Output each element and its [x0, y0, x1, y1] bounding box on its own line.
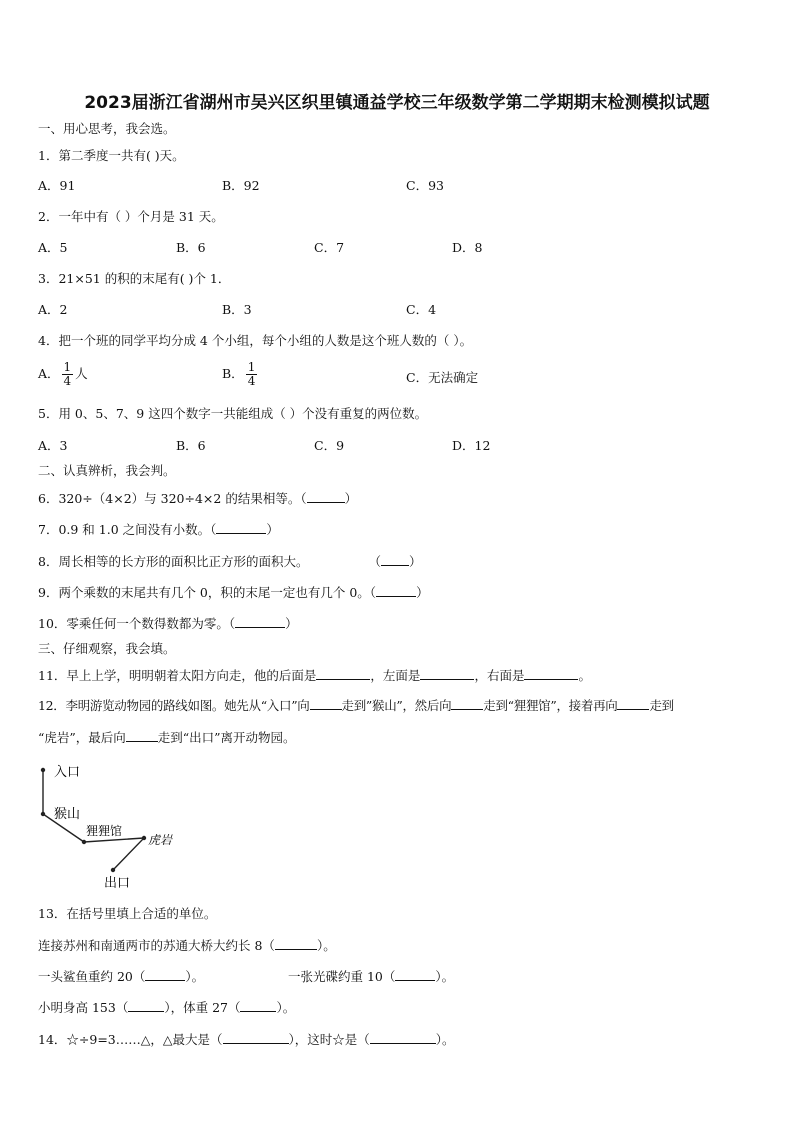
answer-blank[interactable]	[310, 697, 342, 710]
answer-blank[interactable]	[395, 968, 435, 981]
question-12: 12．李明游览动物园的路线如图。她先从“入口”向 走到”猴山”，然后向 走到“狸狸馆”，接着再向 走到	[38, 698, 674, 713]
question-11: 11．早上上学，明明朝着太阳方向走，他的后面是 ，左面是 ，右面是 。	[38, 668, 591, 683]
answer-blank[interactable]	[420, 667, 474, 680]
question-7: 7．0.9 和 1.0 之间没有小数。（ ）	[38, 522, 279, 537]
q1-option-b[interactable]: B．92	[222, 178, 260, 193]
page-title: 2023届浙江省湖州市吴兴区织里镇通益学校三年级数学第二学期期末检测模拟试题	[84, 93, 710, 113]
q4-option-a[interactable]	[38, 360, 88, 388]
answer-blank[interactable]	[128, 999, 164, 1012]
section-heading-judge: 二、认真辨析，我会判。	[38, 463, 176, 478]
question-10: 10．零乘任何一个数得数都为零。（ ）	[38, 616, 298, 631]
raccoon-hall-point	[82, 840, 86, 844]
section-heading-fill: 三、仔细观察，我会填。	[38, 641, 176, 656]
section-heading-choice: 一、用心思考，我会选。	[38, 121, 176, 136]
q4-option-b[interactable]	[222, 360, 259, 388]
question-13-item-4: 小明身高 153（ ），体重 27（ ）。	[38, 1000, 296, 1015]
fraction-one-quarter: $\frac{1}{4}$	[247, 360, 256, 388]
entrance-point	[41, 768, 45, 772]
q1-option-c[interactable]: C．93	[406, 178, 444, 193]
map-label-exit: 出口	[104, 876, 131, 891]
q2-option-b[interactable]: B．6	[176, 240, 206, 255]
answer-blank[interactable]	[316, 667, 370, 680]
q5-option-a[interactable]: A．3	[38, 438, 68, 453]
q3-option-b[interactable]: B．3	[222, 302, 252, 317]
answer-blank[interactable]	[370, 1031, 436, 1044]
answer-blank[interactable]	[381, 553, 409, 566]
q4-option-b-label: B．	[222, 366, 244, 381]
q3-option-a[interactable]: A．2	[38, 302, 68, 317]
exit-point	[111, 868, 115, 872]
question-8: 8．周长相等的长方形的面积比正方形的面积大。 （ ）	[38, 554, 422, 569]
question-13-item-3: 一张光碟约重 10（ ）。	[288, 969, 455, 984]
question-14: 14．☆÷9=3……△，△最大是（ ），这时☆是（ ）。	[38, 1032, 455, 1047]
answer-blank[interactable]	[223, 1031, 289, 1044]
q5-option-c[interactable]: C．9	[314, 438, 345, 453]
answer-blank[interactable]	[216, 521, 266, 534]
question-1: 1．第二季度一共有( )天。	[38, 148, 185, 163]
question-13-item-2: 一头鲨鱼重约 20（ ）。	[38, 969, 205, 984]
map-label-entrance: 入口	[54, 765, 81, 780]
map-label-tiger-rock: 虎岩	[148, 833, 173, 847]
q1-option-a[interactable]: A．91	[38, 178, 76, 193]
answer-blank[interactable]	[524, 667, 578, 680]
question-6: 6．320÷（4×2）与 320÷4×2 的结果相等。（ ）	[38, 491, 358, 506]
q2-option-d[interactable]: D．8	[452, 240, 483, 255]
answer-blank[interactable]	[240, 999, 276, 1012]
question-5: 5．用 0、5、7、9 这四个数字一共能组成（ ）个没有重复的两位数。	[38, 406, 428, 421]
answer-blank[interactable]	[451, 697, 483, 710]
question-13-item-1: 连接苏州和南通两市的苏通大桥大约长 8（ ）。	[38, 938, 336, 953]
answer-blank[interactable]	[617, 697, 649, 710]
tiger-rock-point	[142, 836, 146, 840]
q2-option-a[interactable]: A．5	[38, 240, 68, 255]
q4-option-c[interactable]: C．无法确定	[406, 370, 479, 385]
answer-blank[interactable]	[275, 937, 317, 950]
question-13: 13．在括号里填上合适的单位。	[38, 906, 217, 921]
fraction-one-quarter: $\frac{1}{4}$	[63, 360, 72, 388]
q5-option-b[interactable]: B．6	[176, 438, 206, 453]
question-12-continued: “虎岩”，最后向 走到“出口”离开动物园。	[38, 730, 296, 745]
q4-option-a-unit: 人	[75, 366, 88, 381]
question-2: 2．一年中有（ ）个月是 31 天。	[38, 209, 224, 224]
q5-option-d[interactable]: D．12	[452, 438, 491, 453]
q4-option-a-label: A．	[38, 366, 60, 381]
answer-blank[interactable]	[145, 968, 185, 981]
answer-blank[interactable]	[235, 615, 285, 628]
question-9: 9．两个乘数的末尾共有几个 0，积的末尾一定也有几个 0。（ ）	[38, 585, 429, 600]
map-label-monkey-hill: 猴山	[54, 807, 81, 822]
question-4: 4．把一个班的同学平均分成 4 个小组，每个小组的人数是这个班人数的（ ）。	[38, 333, 473, 348]
zoo-route-map	[30, 758, 220, 893]
answer-blank[interactable]	[126, 729, 158, 742]
monkey-hill-point	[41, 812, 45, 816]
answer-blank[interactable]	[376, 584, 416, 597]
q2-option-c[interactable]: C．7	[314, 240, 345, 255]
question-3: 3．21×51 的积的末尾有( )个 1．	[38, 271, 231, 286]
q3-option-c[interactable]: C．4	[406, 302, 437, 317]
answer-blank[interactable]	[307, 490, 345, 503]
map-label-raccoon-hall: 狸狸馆	[86, 824, 123, 838]
